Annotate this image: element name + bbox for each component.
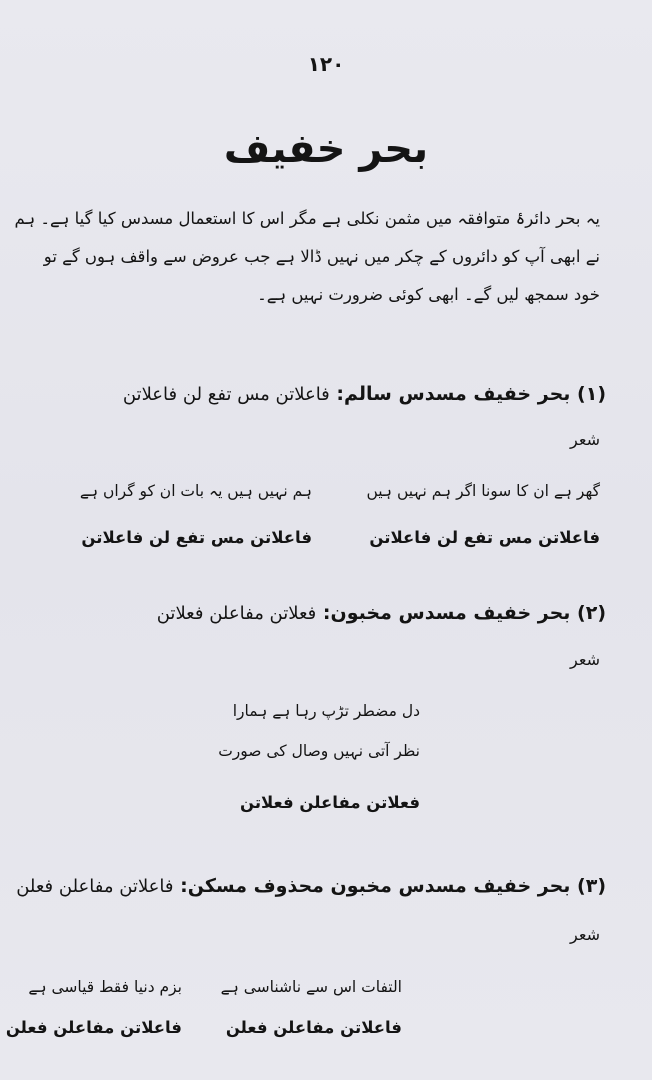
section-3-scan-right: فاعلاتن مفاعلن فعلن	[225, 1018, 402, 1037]
section-2-meter: فعلاتن مفاعلن فعلاتن	[156, 603, 317, 624]
section-1-verse-left: ہم نہیں ہیں یہ بات ان کو گراں ہے	[79, 482, 312, 500]
chapter-heading: بحر خفیف	[223, 126, 429, 172]
section-3-title: (۳) بحر خفیف مسدس مخبون محذوف مسکن:	[180, 875, 606, 897]
page-number: ۱۲۰	[307, 52, 345, 76]
section-1-meter: فاعلاتن مس تفع لن فاعلاتن	[122, 384, 330, 405]
section-1-scan-left: فاعلاتن مس تفع لن فاعلاتن	[81, 528, 312, 547]
section-1-verse-right: گھر ہے ان کا سونا اگر ہم نہیں ہیں	[366, 482, 600, 500]
section-3-title-line	[16, 875, 606, 897]
section-2-verse-line-2: نظر آتی نہیں وصال کی صورت	[218, 742, 420, 760]
intro-paragraph	[14, 200, 600, 314]
section-1-scan-right: فاعلاتن مس تفع لن فاعلاتن	[369, 528, 600, 547]
intro-line: یہ بحر دائرۂ متوافقہ میں مثمن نکلی ہے مگر اس کا استعمال مسدس کیا گیا ہے۔ ہم	[14, 209, 600, 228]
section-2-title: (۲) بحر خفیف مسدس مخبون:	[322, 602, 606, 624]
intro-line: نے ابھی آپ کو دائروں کے چکر میں نہیں ڈالا ہے جب عروض سے واقف ہوں گے تو	[43, 247, 600, 266]
section-1-title: (۱) بحر خفیف مسدس سالم:	[336, 383, 606, 405]
section-2-title-line	[26, 602, 606, 624]
section-2-verse-line-1: دل مضطر تڑپ رہا ہے ہمارا	[232, 702, 420, 720]
section-1-title-line	[26, 383, 606, 405]
section-3-verse-right: التفات اس سے ناشناسی ہے	[220, 978, 402, 996]
section-3-verse-left: بزم دنیا فقط قیاسی ہے	[28, 978, 182, 996]
section-2-sher-label: شعر	[570, 650, 600, 669]
section-3-meter: فاعلاتن مفاعلن فعلن	[16, 876, 174, 897]
section-3-sher-label: شعر	[570, 925, 600, 944]
section-2-scan: فعلاتن مفاعلن فعلاتن	[239, 793, 420, 812]
intro-line: خود سمجھ لیں گے۔ ابھی کوئی ضرورت نہیں ہے۔	[257, 285, 600, 304]
section-3-scan-left: فاعلاتن مفاعلن فعلن	[5, 1018, 182, 1037]
section-1-sher-label: شعر	[570, 430, 600, 449]
